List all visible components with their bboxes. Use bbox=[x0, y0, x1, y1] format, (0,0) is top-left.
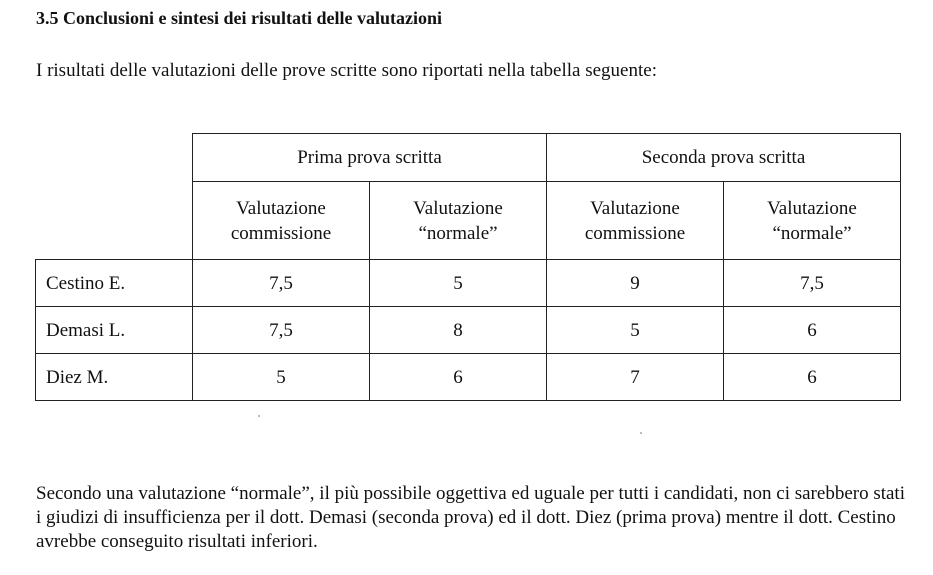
intro-paragraph: I risultati delle valutazioni delle prove scritte sono riportati nella tabella seguente: bbox=[36, 60, 657, 81]
subheader-prima-normale bbox=[370, 182, 547, 260]
table-cell: 9 bbox=[547, 260, 724, 307]
results-table bbox=[35, 133, 901, 401]
table-cell: 7,5 bbox=[193, 307, 370, 354]
table-row bbox=[36, 354, 901, 401]
section-heading: 3.5 Conclusioni e sintesi dei risultati delle valutazioni bbox=[36, 8, 443, 28]
table-cell: 6 bbox=[724, 307, 901, 354]
table-row bbox=[36, 307, 901, 354]
subheader-line: “normale” bbox=[418, 222, 498, 244]
scan-speck bbox=[640, 432, 642, 434]
candidate-name: Diez M. bbox=[36, 354, 193, 401]
subheader-line: Valutazione bbox=[413, 197, 503, 219]
subheader-line: Valutazione bbox=[590, 197, 680, 219]
table-subheader-row bbox=[36, 182, 901, 260]
table-cell: 5 bbox=[547, 307, 724, 354]
table-cell: 7 bbox=[547, 354, 724, 401]
table-row bbox=[36, 260, 901, 307]
subheader-line: Valutazione bbox=[767, 197, 857, 219]
subheader-prima-commissione bbox=[193, 182, 370, 260]
group-header-seconda: Seconda prova scritta bbox=[547, 134, 901, 182]
table-cell: 8 bbox=[370, 307, 547, 354]
table-cell: 7,5 bbox=[193, 260, 370, 307]
subheader-line: commissione bbox=[230, 222, 332, 244]
candidate-name: Demasi L. bbox=[36, 307, 193, 354]
scan-speck bbox=[258, 415, 260, 417]
table-cell: 7,5 bbox=[724, 260, 901, 307]
table-cell: 6 bbox=[370, 354, 547, 401]
table-corner-blank bbox=[36, 134, 193, 182]
conclusion-paragraph: Secondo una valutazione “normale”, il più possibile oggettiva ed uguale per tutti i candidati, non ci sarebbero stati i giudizi di insufficienza per il dott. Demasi (seconda prova) ed il dott. Diez (prima prova) mentre il dott. Cestino avrebbe conseguito risultati inferiori. bbox=[36, 483, 905, 552]
subheader-seconda-commissione bbox=[547, 182, 724, 260]
table-cell: 5 bbox=[193, 354, 370, 401]
table-corner-blank bbox=[36, 182, 193, 260]
subheader-line: commissione bbox=[584, 222, 686, 244]
candidate-name: Cestino E. bbox=[36, 260, 193, 307]
table-cell: 5 bbox=[370, 260, 547, 307]
table-group-header-row bbox=[36, 134, 901, 182]
subheader-line: “normale” bbox=[772, 222, 852, 244]
table-cell: 6 bbox=[724, 354, 901, 401]
subheader-line: Valutazione bbox=[236, 197, 326, 219]
group-header-prima: Prima prova scritta bbox=[193, 134, 547, 182]
subheader-seconda-normale bbox=[724, 182, 901, 260]
